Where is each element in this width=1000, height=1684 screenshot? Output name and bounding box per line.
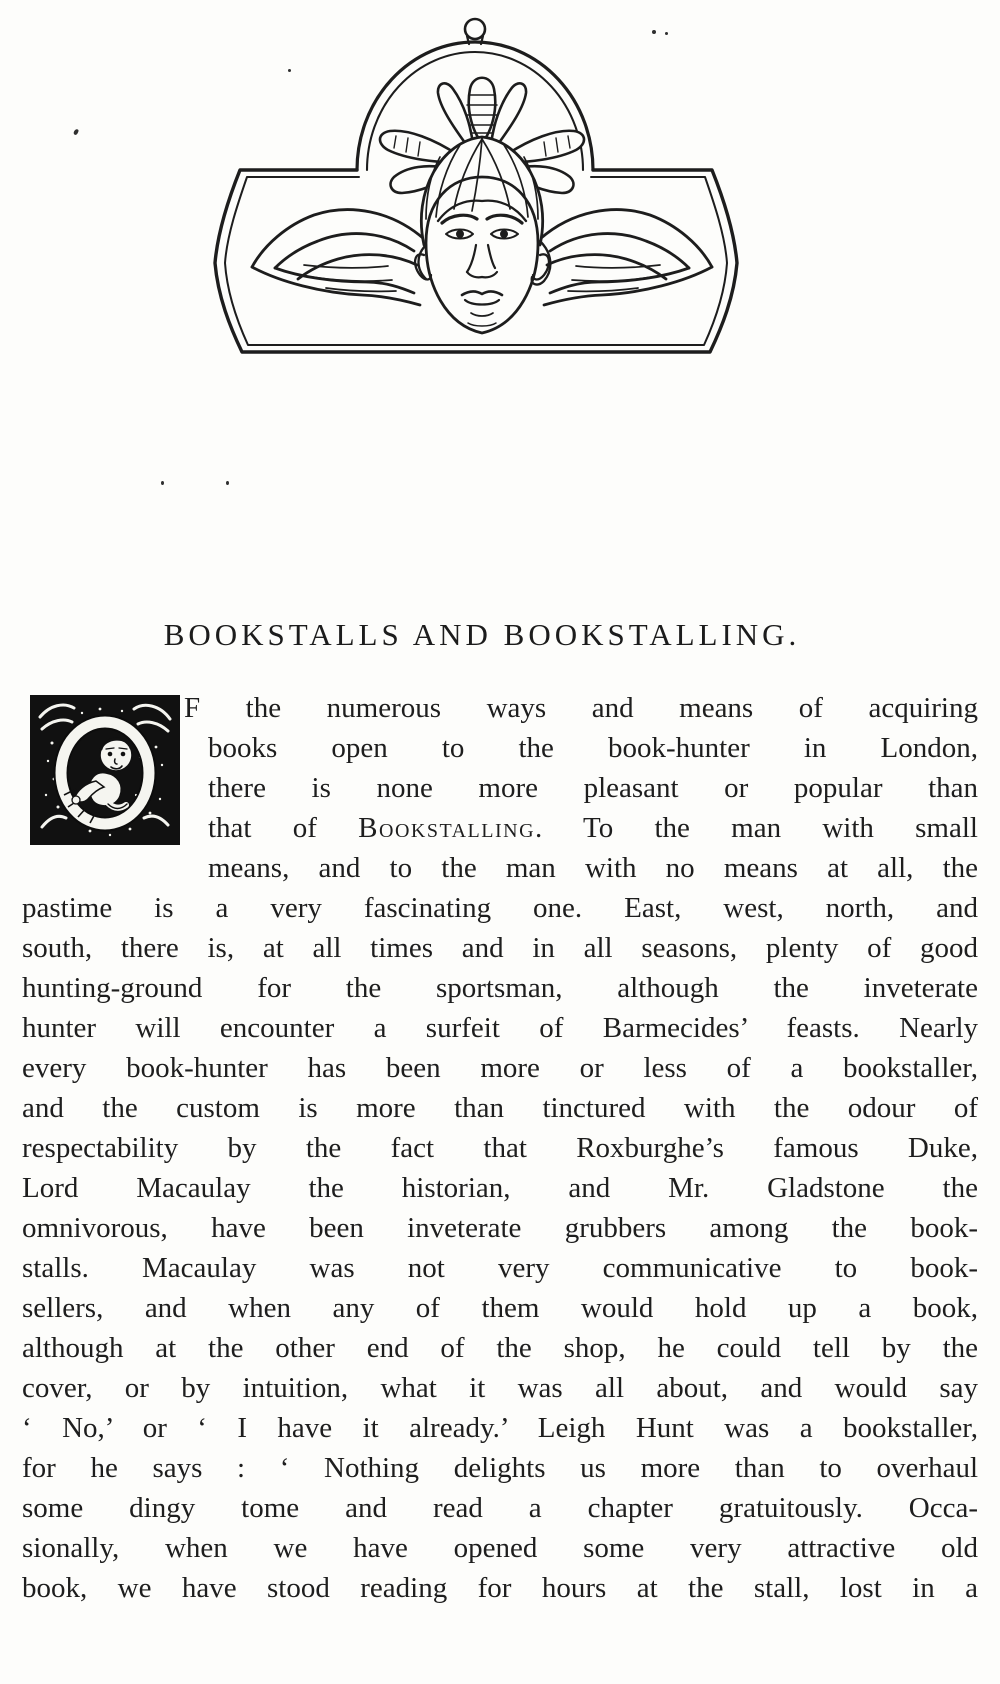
text-line: sellers, and when any of them would hold up a book,	[22, 1292, 978, 1324]
text-line: south, there is, at all times and in all seasons, plenty of good	[22, 932, 978, 964]
text-line: stalls. Macaulay was not very communicative to book-	[22, 1252, 978, 1284]
drop-cap-woodcut	[30, 695, 180, 845]
text-line: there is none more pleasant or popular than	[208, 772, 978, 804]
text-line: book, we have stood reading for hours at the stall, lost in a	[22, 1572, 978, 1604]
text-line: respectability by the fact that Roxburghe’s famous Duke,	[22, 1132, 978, 1164]
text-line: hunter will encounter a surfeit of Barmecides’ feasts. Nearly	[22, 1012, 978, 1044]
text-line: F the numerous ways and means of acquiring	[184, 692, 978, 724]
text-segment: . To the man with small	[535, 812, 978, 844]
scan-speck	[161, 481, 164, 485]
right-wing	[540, 210, 712, 305]
text-line: for he says : ‘ Nothing delights us more than to overhaul	[22, 1452, 978, 1484]
body-text	[22, 688, 978, 1608]
text-line: omnivorous, have been inveterate grubbers among the book-	[22, 1212, 978, 1244]
left-wing	[252, 210, 424, 305]
scan-speck	[226, 481, 229, 485]
scan-speck	[288, 69, 291, 72]
text-line: ‘ No,’ or ‘ I have it already.’ Leigh Hunt was a bookstaller,	[22, 1412, 978, 1444]
text-line: every book-hunter has been more or less of a bookstaller,	[22, 1052, 978, 1084]
text-line: pastime is a very fascinating one. East, west, north, and	[22, 892, 978, 924]
text-segment: that of	[208, 812, 359, 844]
text-line: means, and to the man with no means at all, the	[208, 852, 978, 884]
text-line: some dingy tome and read a chapter gratuitously. Occa-	[22, 1492, 978, 1524]
cherub-headpiece-engraving	[200, 5, 760, 357]
scan-speck	[73, 128, 79, 135]
scan-speck	[665, 32, 668, 35]
text-line: and the custom is more than tinctured with the odour of	[22, 1092, 978, 1124]
text-line: sionally, when we have opened some very attractive old	[22, 1532, 978, 1564]
text-line: hunting-ground for the sportsman, although the inveterate	[22, 972, 978, 1004]
text-line: although at the other end of the shop, he could tell by the	[22, 1332, 978, 1364]
headpiece-art	[200, 5, 760, 357]
chapter-title: BOOKSTALLS AND BOOKSTALLING.	[163, 617, 801, 652]
scan-speck	[652, 30, 656, 34]
drop-cap-initial-O	[30, 695, 180, 845]
text-line: Lord Macaulay the historian, and Mr. Gladstone the	[22, 1172, 978, 1204]
finial-knob	[465, 19, 485, 44]
small-caps-word: Bookstalling	[358, 812, 536, 844]
text-line: cover, or by intuition, what it was all about, and would say	[22, 1372, 978, 1404]
text-line: books open to the book-hunter in London,	[208, 732, 978, 764]
